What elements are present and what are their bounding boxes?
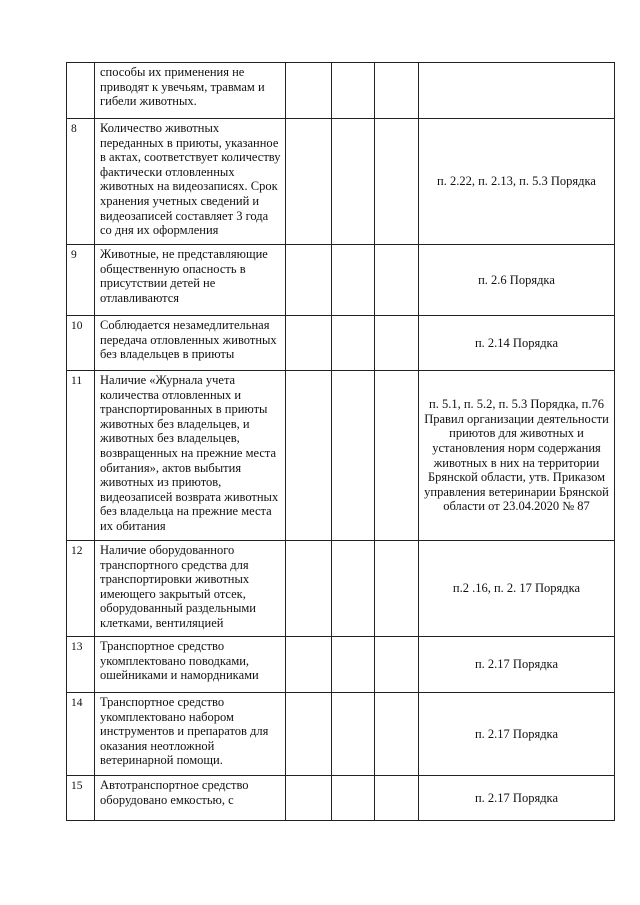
row-description: Наличие «Журнала учета количества отловленных и транспортированных в приюты животных без владельцев, и животных без владельцев, возвращенных на прежние места обитания», актов выбытия животных из приютов, видеозаписей возврата животных без владельца на прежние места их обитания: [95, 371, 286, 541]
table-row: [67, 316, 615, 371]
row-reference: п. 2.17 Порядка: [419, 776, 615, 821]
row-description: способы их применения не приводят к увечьям, травмам и гибели животных.: [95, 63, 286, 119]
empty-cell: [286, 693, 332, 776]
row-description: Соблюдается незамедлительная передача отловленных животных без владельцев в приюты: [95, 316, 286, 371]
row-reference: п. 2.14 Порядка: [419, 316, 615, 371]
row-number: 11: [67, 371, 95, 541]
empty-cell: [375, 63, 419, 119]
row-reference: п.2 .16, п. 2. 17 Порядка: [419, 541, 615, 637]
table-row: [67, 371, 615, 541]
empty-cell: [332, 541, 375, 637]
row-number: 13: [67, 637, 95, 693]
row-number: 15: [67, 776, 95, 821]
table-row: [67, 119, 615, 245]
row-number: 12: [67, 541, 95, 637]
empty-cell: [375, 541, 419, 637]
empty-cell: [375, 693, 419, 776]
row-number: 10: [67, 316, 95, 371]
requirements-table: [66, 62, 615, 821]
table-row: [67, 541, 615, 637]
empty-cell: [332, 63, 375, 119]
row-description: Транспортное средство укомплектовано набором инструментов и препаратов для оказания неотложной ветеринарной помощи.: [95, 693, 286, 776]
row-number: 9: [67, 245, 95, 316]
empty-cell: [286, 637, 332, 693]
empty-cell: [332, 693, 375, 776]
row-reference: п. 2.6 Порядка: [419, 245, 615, 316]
empty-cell: [332, 119, 375, 245]
empty-cell: [286, 776, 332, 821]
empty-cell: [332, 316, 375, 371]
empty-cell: [375, 119, 419, 245]
row-description: Транспортное средство укомплектовано поводками, ошейниками и намордниками: [95, 637, 286, 693]
table-row: [67, 63, 615, 119]
row-description: Наличие оборудованного транспортного средства для транспортировки животных имеющего закрытый отсек, оборудованный раздельными клетками, вентиляцией: [95, 541, 286, 637]
row-description: Количество животных переданных в приюты, указанное в актах, соответствует количеству фактически отловленных животных на видеозаписях. Срок хранения учетных сведений и видеозаписей составляет 3 года со дня их оформления: [95, 119, 286, 245]
empty-cell: [286, 316, 332, 371]
row-reference: п. 2.22, п. 2.13, п. 5.3 Порядка: [419, 119, 615, 245]
row-number: [67, 63, 95, 119]
empty-cell: [332, 371, 375, 541]
empty-cell: [375, 776, 419, 821]
empty-cell: [286, 541, 332, 637]
row-reference: п. 2.17 Порядка: [419, 693, 615, 776]
empty-cell: [332, 637, 375, 693]
table-row: [67, 245, 615, 316]
row-reference: п. 2.17 Порядка: [419, 637, 615, 693]
empty-cell: [332, 776, 375, 821]
empty-cell: [375, 371, 419, 541]
empty-cell: [375, 637, 419, 693]
table-row: [67, 637, 615, 693]
empty-cell: [286, 119, 332, 245]
row-description: Животные, не представляющие общественную опасность в присутствии детей не отлавливаются: [95, 245, 286, 316]
row-description: Автотранспортное средство оборудовано емкостью, с: [95, 776, 286, 821]
empty-cell: [286, 371, 332, 541]
row-reference: [419, 63, 615, 119]
empty-cell: [286, 245, 332, 316]
empty-cell: [375, 316, 419, 371]
row-number: 8: [67, 119, 95, 245]
empty-cell: [375, 245, 419, 316]
table-row: [67, 776, 615, 821]
row-reference: п. 5.1, п. 5.2, п. 5.3 Порядка, п.76 Правил организации деятельности приютов для животных и установления норм содержания животных в них на территории Брянской области, утв. Приказом управления ветеринарии Брянской области от 23.04.2020 № 87: [419, 371, 615, 541]
row-number: 14: [67, 693, 95, 776]
empty-cell: [332, 245, 375, 316]
empty-cell: [286, 63, 332, 119]
table-row: [67, 693, 615, 776]
